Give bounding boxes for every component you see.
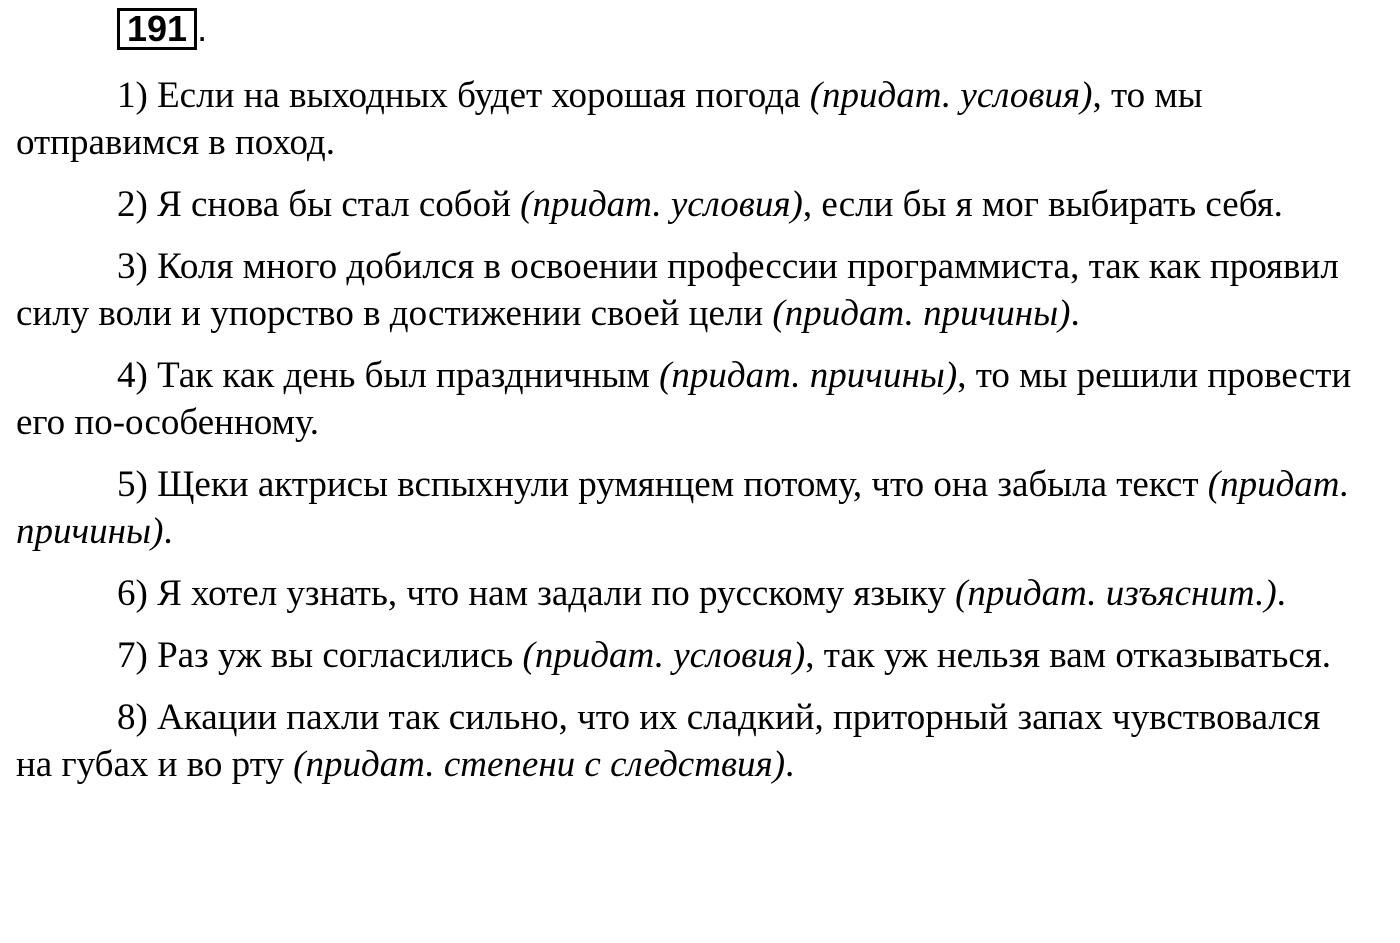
item-number: 3) (117, 246, 148, 287)
item-annotation: (придат. причины) (16, 464, 1350, 552)
item-text: Если на выходных будет хорошая погода (157, 75, 801, 116)
exercise-item-4 (16, 352, 1356, 446)
item-text: Я хотел узнать, что нам задали по русскому языку (157, 573, 946, 614)
exercise-number (117, 8, 207, 50)
item-number: 7) (117, 635, 148, 676)
item-annotation: (придат. причины) (772, 293, 1071, 334)
item-number: 4) (117, 355, 148, 396)
item-text: Раз уж вы согласились (157, 635, 514, 676)
exercise-items (16, 72, 1356, 803)
item-text-tail: . (163, 511, 173, 552)
exercise-item-6 (16, 570, 1356, 617)
item-annotation: (придат. условия) (809, 75, 1093, 116)
exercise-number-dot: . (197, 8, 208, 49)
item-annotation: (придат. условия) (520, 184, 803, 225)
item-text: Так как день был праздничным (157, 355, 650, 396)
item-annotation: (придат. изъяснит.) (955, 573, 1277, 614)
item-text-tail: , то мы отправимся в поход. (16, 75, 1203, 163)
exercise-item-5 (16, 461, 1356, 555)
item-number: 6) (117, 573, 148, 614)
exercise-item-3 (16, 243, 1356, 337)
item-text: Я снова бы стал собой (157, 184, 511, 225)
item-text-tail: . (785, 744, 795, 785)
exercise-item-1 (16, 72, 1356, 166)
item-text: Щеки актрисы вспыхнули румянцем потому, что она забыла текст (157, 464, 1199, 505)
item-text-tail: . (1276, 573, 1286, 614)
item-text-tail: , то мы решили провести его по-особенному. (16, 355, 1352, 443)
exercise-item-2 (16, 181, 1356, 228)
item-annotation: (придат. условия) (522, 635, 806, 676)
item-number: 1) (117, 75, 148, 116)
item-text-tail: , так уж нельзя вам отказываться. (805, 635, 1332, 676)
item-text: Коля много добился в освоении профессии программиста, так как проявил силу воли и упорство в достижении своей цели (16, 246, 1339, 334)
item-number: 5) (117, 464, 148, 505)
item-text-tail: , если бы я мог выбирать себя. (802, 184, 1283, 225)
exercise-item-8 (16, 694, 1356, 788)
item-annotation: (придат. причины) (659, 355, 958, 396)
item-text: Акации пахли так сильно, что их сладкий, приторный запах чувствовался на губах и во рту (16, 697, 1321, 785)
item-number: 2) (117, 184, 148, 225)
item-annotation: (придат. степени с следствия) (293, 744, 786, 785)
exercise-number-box: 191 (117, 8, 197, 50)
item-number: 8) (117, 697, 148, 738)
exercise-item-7 (16, 632, 1356, 679)
item-text-tail: . (1070, 293, 1080, 334)
